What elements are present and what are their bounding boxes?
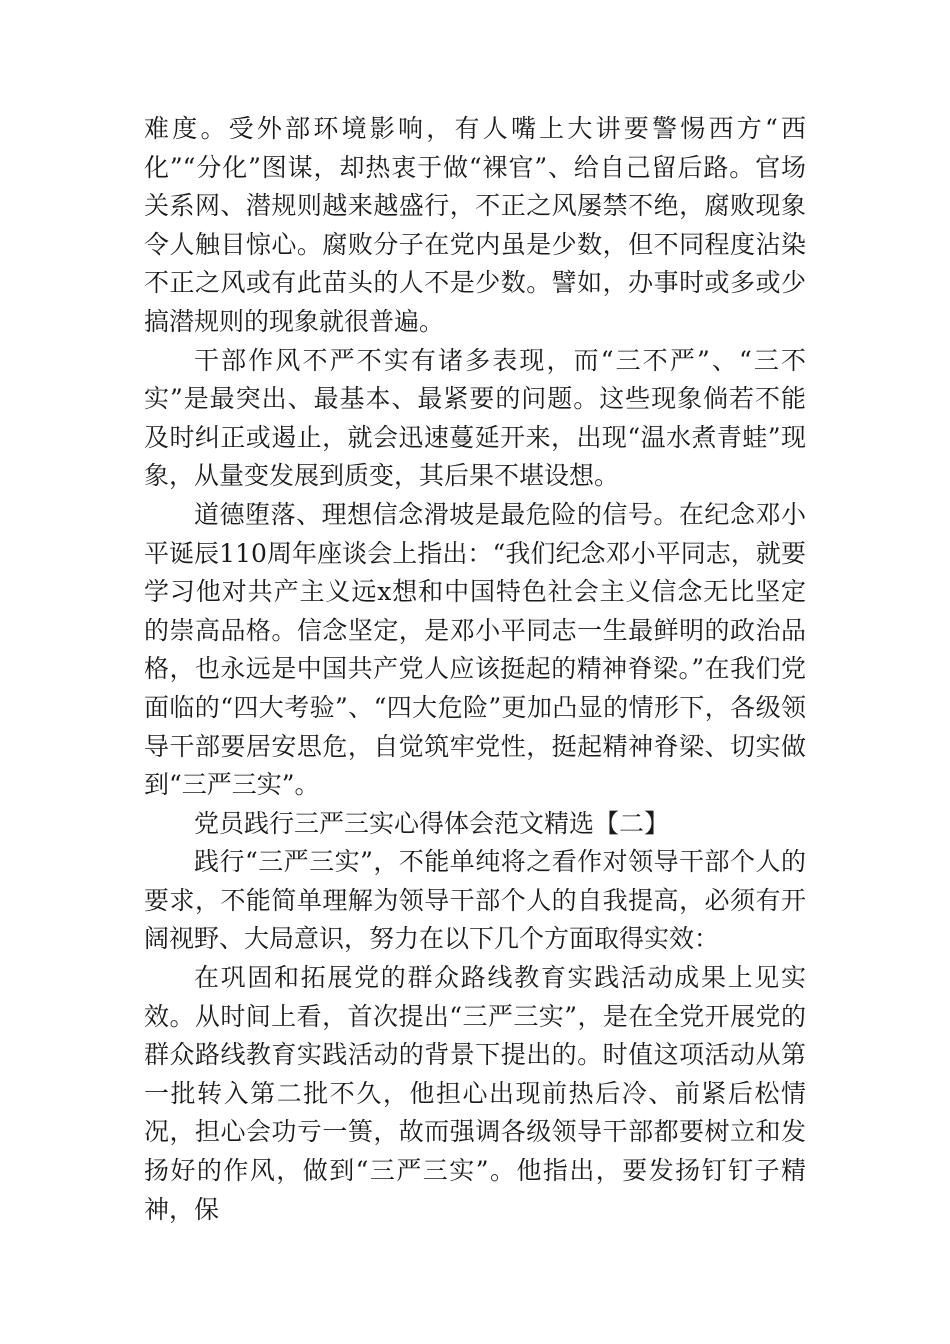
paragraph-3: 道德堕落、理想信念滑坡是最危险的信号。在纪念邓小平诞辰110周年座谈会上指出：“我们纪念邓小平同志，就要学习他对共产主义远x想和中国特色社会主义信念无比坚定的崇高品格。信念坚定，是邓小平同志一生最鲜明的政治品格，也永远是中国共产党人应该挺起的精神脊梁。”在我们党面临的“四大考验”、“四大危险”更加凸显的情形下，各级领导干部要居安思危，自觉筑牢党性，挺起精神脊梁、切实做到“三严三实”。 [144,499,806,800]
paragraph-4: 践行“三严三实”，不能单纯将之看作对领导干部个人的要求，不能简单理解为领导干部个人的自我提高，必须有开阔视野、大局意识，努力在以下几个方面取得实效： [144,847,806,954]
paragraph-2: 干部作风不严不实有诸多表现，而“三不严”、“三不实”是最突出、最基本、最紧要的问题。这些现象倘若不能及时纠正或遏止，就会迅速蔓延开来，出现“温水煮青蛙”现象，从量变发展到质变，其后果不堪设想。 [144,345,806,491]
paragraph-1: 难度。受外部环境影响，有人嘴上大讲要警惕西方“西化”“分化”图谋，却热衷于做“裸官”、给自己留后路。官场关系网、潜规则越来越盛行，不正之风屡禁不绝，腐败现象令人触目惊心。腐败分子在党内虽是少数，但不同程度沾染不正之风或有此苗头的人不是少数。譬如，办事时或多或少搞潜规则的现象就很普遍。 [144,114,806,336]
section-heading: 党员践行三严三实心得体会范文精选【二】 [194,808,670,838]
paragraph-5: 在巩固和拓展党的群众路线教育实践活动成果上见实效。从时间上看，首次提出“三严三实”，是在全党开展党的群众路线教育实践活动的背景下提出的。时值这项活动从第一批转入第二批不久，他担心出现前热后冷、前紧后松情况，担心会功亏一篑，故而强调各级领导干部都要树立和发扬好的作风，做到“三严三实”。他指出，要发扬钉钉子精神，保 [144,963,806,1224]
document-page [144,110,806,1229]
